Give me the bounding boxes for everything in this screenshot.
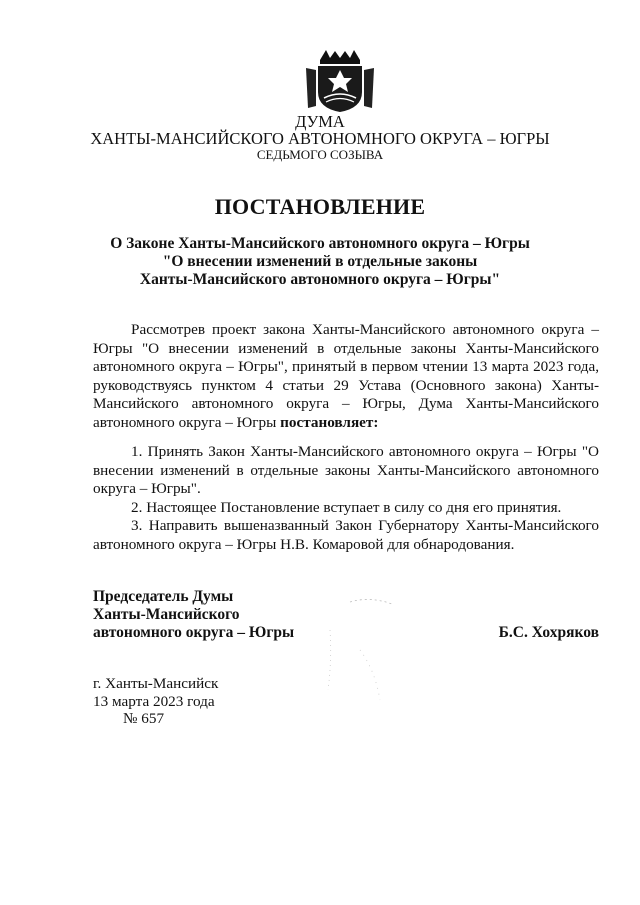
issue-city: г. Ханты-Мансийск — [93, 675, 219, 692]
document-number: № 657 — [123, 710, 165, 727]
coat-of-arms-icon — [304, 48, 376, 114]
signatory-position-line1: Председатель Думы — [93, 588, 234, 605]
signatory-position-line2: Ханты-Мансийского — [93, 606, 240, 623]
org-name-line2: ХАНТЫ-МАНСИЙСКОГО АВТОНОМНОГО ОКРУГА – ЮГРЫ — [90, 129, 550, 148]
issue-details — [93, 675, 218, 728]
document-title: ПОСТАНОВЛЕНИЕ — [214, 194, 426, 219]
subject-line1: О Законе Ханты-Мансийского автономного округа – Югры — [110, 235, 530, 252]
preamble-decision: постановляет: — [280, 413, 379, 431]
issue-date: 13 марта 2023 года — [93, 692, 215, 710]
signatory-name: Б.С. Хохряков — [498, 624, 599, 641]
preamble — [93, 321, 599, 433]
decision-items — [93, 443, 599, 555]
org-name-line1: ДУМА — [295, 112, 345, 131]
signatory-position — [93, 588, 294, 642]
decision-item-1: 1. Принять Закон Ханты-Мансийского автономного округа – Югры "О внесении изменений в отдельные законы Ханты-Мансийского автономного округа – Югры". — [93, 443, 599, 498]
subject-line2: "О внесении изменений в отдельные законы — [162, 253, 478, 270]
convocation: СЕДЬМОГО СОЗЫВА — [256, 147, 384, 162]
faint-stamp-marks-icon — [320, 590, 400, 710]
signatory-position-line3: автономного округа – Югры — [93, 624, 295, 641]
preamble-text: Рассмотрев проект закона Ханты-Мансийского автономного округа – Югры "О внесении изменений в отдельные законы Ханты-Мансийского автономного округа – Югры", принятый в первом чтении 13 марта 2023 года, руководствуясь пунктом 4 статьи 29 Устава (Основного закона) Ханты-Мансийского автономного округа – Югры, Дума Ханты-Мансийского автономного округа – Югры — [93, 321, 599, 431]
decision-item-3: 3. Направить вышеназванный Закон Губернатору Ханты-Мансийского автономного округа – Югры Н.В. Комаровой для обнародования. — [93, 517, 599, 553]
decision-item-2: 2. Настоящее Постановление вступает в силу со дня его принятия. — [131, 498, 562, 516]
subject-line3: Ханты-Мансийского автономного округа – Югры" — [139, 271, 501, 288]
